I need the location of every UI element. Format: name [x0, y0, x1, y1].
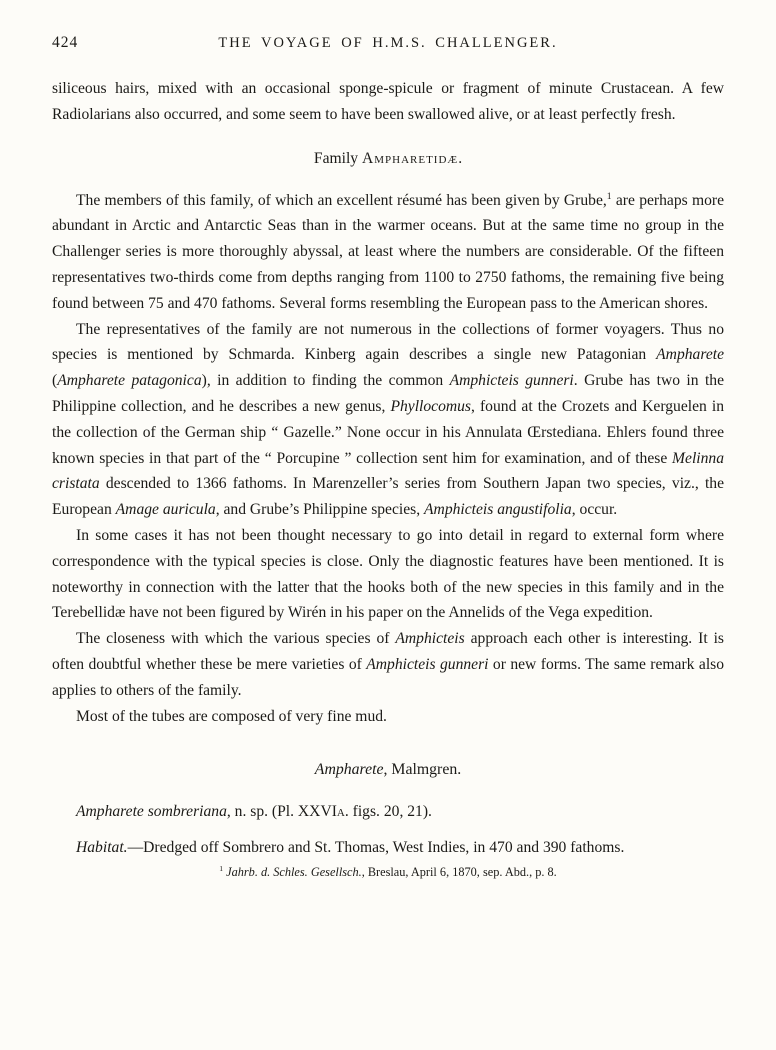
family-heading: Family Ampharetidæ. — [313, 149, 463, 167]
continuation-paragraph: siliceous hairs, mixed with an occasional sponge-spicule or fragment of minute Crustacean. A few Radiolarians also occurred, and some seem to have been swallowed alive, or at least perfectly fresh. — [52, 80, 724, 123]
species-closeness-paragraph: The closeness with which the various species of Amphicteis approach each other is interesting. It is often doubtful whether these be mere varieties of Amphicteis gunneri or new forms. The same remark also applies to others of the family. — [52, 630, 725, 699]
species-title-line: Ampharete sombreriana, n. sp. (Pl. XXVIa. figs. 20, 21). — [76, 803, 432, 821]
footnote: $^1$ Jahrb. d. Schles. Gesellsch., Breslau, April 6, 1870, sep. Abd., p. 8. — [219, 863, 557, 879]
habitat-paragraph: Habitat.—Dredged off Sombrero and St. Thomas, West Indies, in 470 and 390 fathoms. — [76, 839, 625, 857]
genus-heading: Ampharete, Malmgren. — [314, 761, 462, 779]
running-title: THE VOYAGE OF H.M.S. CHALLENGER. — [218, 35, 558, 51]
page-body — [52, 76, 724, 880]
representatives-paragraph: The representatives of the family are not numerous in the collections of former voyagers. Thus no species is mentioned by Schmarda. Kinberg again describes a single new Patagonian Ampharete (Ampharete patagonica), in addition to finding the common Amphicteis gunneri. Grube has two in the Philippine collection, and he describes a new genus, Phyllocomus, found at the Crozets and Kerguelen in the collection of the German ship “ Gazelle.” None occur in his Annulata Œrstediana. Ehlers found three known species in that part of the “ Porcupine ” collection sent him for examination, and of these Melinna cristata descended to 1366 fathoms. In Marenzeller’s series from Southern Japan two species, viz., the European Amage auricula, and Grube’s Philippine species, Amphicteis angustifolia, occur. — [52, 320, 724, 519]
family-overview-paragraph: The members of this family, of which an excellent résumé has been given by Grube,$^1$ are perhaps more abundant in Arctic and Antarctic Seas than in the warmer oceans. But at the same time no group in the Challenger series is more thoroughly abyssal, at least where the numbers are considerable. Of the fifteen representatives two-thirds come from depths ranging from 1100 to 2750 fathoms, the remaining five being found between 75 and 470 fathoms. Several forms resembling the European pass to the American shores. — [52, 190, 724, 312]
page-number: 424 — [52, 34, 79, 51]
page-header — [52, 34, 724, 52]
diagnostics-paragraph: In some cases it has not been thought necessary to go into detail in regard to external form where correspondence with the typical species is close. Only the diagnostic features have been mentioned. It is noteworthy in connection with the latter that the hooks both of the new species in this family and in the Terebellidæ have not been figured by Wirén in his paper on the Annelids of the Vega expedition. — [52, 526, 724, 622]
tubes-paragraph: Most of the tubes are composed of very fine mud. — [76, 707, 387, 725]
